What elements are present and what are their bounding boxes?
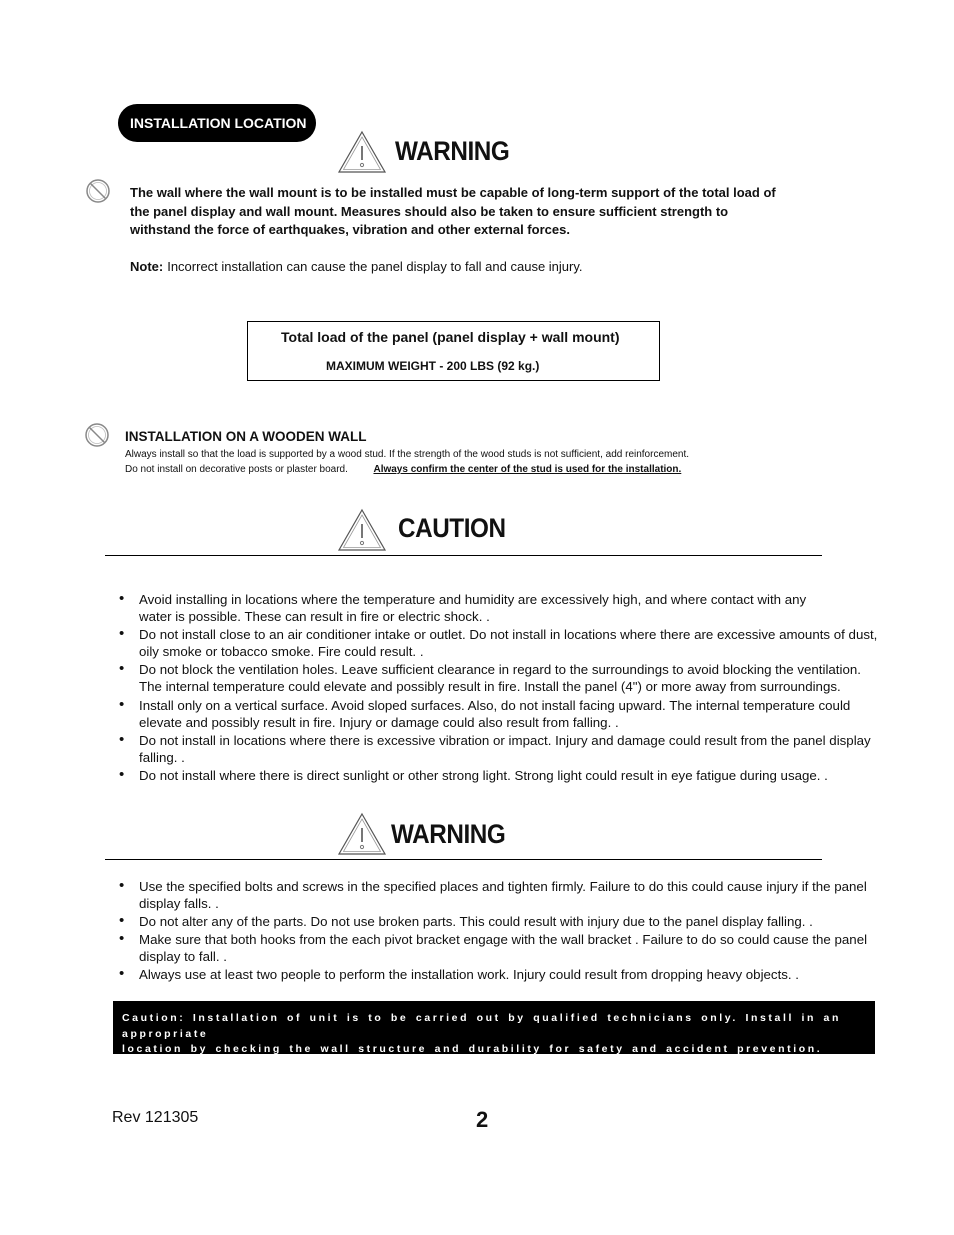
- qualified-technician-caution-bar: [113, 1001, 875, 1054]
- note-line: [130, 259, 583, 274]
- paragraph-line: withstand the force of earthquakes, vibration and other external forces.: [130, 222, 570, 237]
- warning-list: [119, 878, 879, 983]
- paragraph-line: the panel display and wall mount. Measures should also be taken to ensure sufficient strength to: [130, 203, 729, 219]
- wall-support-paragraph: [130, 184, 776, 240]
- warning-triangle-icon: [337, 812, 387, 856]
- wooden-wall-title: INSTALLATION ON A WOODEN WALL: [125, 429, 367, 444]
- prohibited-icon: [85, 178, 111, 204]
- list-item: • Use the specified bolts and screws in the specified places and tighten firmly. Failure to do this could cause injury if the panel display falls. .: [119, 878, 879, 912]
- list-item: • Do not block the ventilation holes. Leave sufficient clearance in regard to the surroundings to avoid blocking the ventilation. The internal temperature could elevate and possibly result in fire. Install the panel (4") or more away from surroundings.: [119, 661, 879, 695]
- note-label: Note:: [130, 259, 164, 274]
- list-item: • Do not install in locations where there is excessive vibration or impact. Injury and damage could result from the panel display falling. .: [119, 732, 879, 766]
- list-item: • Always use at least two people to perform the installation work. Injury could result from dropping heavy objects. .: [119, 966, 879, 983]
- list-item: • Make sure that both hooks from the each pivot bracket engage with the wall bracket . Failure to do so could cause the panel display to fall. .: [119, 931, 879, 965]
- list-item: • Install only on a vertical surface. Avoid sloped surfaces. Also, do not install facing upward. The internal temperature could elevate and possibly result in fire. Injury or damage could also result from falling. .: [119, 697, 879, 731]
- list-item: • Avoid installing in locations where the temperature and humidity are excessively high, and where contact with any water is possible. These can result in fire or electric shock. .: [119, 591, 879, 625]
- stud-center-emphasis: Always confirm the center of the stud is used for the installation.: [373, 464, 682, 475]
- caution-bar-line: Caution: Installation of unit is to be carried out by qualified technicians only. Install in an appropriate: [122, 1012, 842, 1040]
- note-text: Incorrect installation can cause the panel display to fall and cause injury.: [167, 259, 583, 274]
- warning-divider: [105, 859, 822, 860]
- list-item: • Do not alter any of the parts. Do not use broken parts. This could result with injury due to the panel display falling. .: [119, 913, 879, 930]
- caution-list: [119, 591, 879, 784]
- caution-triangle-icon: [337, 508, 387, 552]
- list-item: • Do not install close to an air conditioner intake or outlet. Do not install in locations where there are excessive amounts of dust, oily smoke or tobacco smoke. Fire could result. .: [119, 626, 879, 660]
- wooden-wall-line-2-text: Do not install on decorative posts or plaster board.: [125, 464, 348, 475]
- warning-heading-1: WARNING: [395, 136, 510, 166]
- paragraph-line: The wall where the wall mount is to be installed must be capable of long-term support of the total load of: [130, 185, 776, 200]
- warning-heading-2: WARNING: [391, 819, 506, 849]
- page-number: 2: [476, 1107, 489, 1132]
- maximum-weight: MAXIMUM WEIGHT - 200 LBS (92 kg.): [326, 359, 540, 373]
- wooden-wall-line-1: Always install so that the load is supported by a wood stud. If the strength of the wood studs is not sufficient, add reinforcement.: [125, 449, 690, 460]
- total-load-title: Total load of the panel (panel display + wall mount): [281, 329, 620, 345]
- revision-label: Rev 121305: [112, 1109, 199, 1126]
- caution-divider: [105, 555, 822, 556]
- wooden-wall-line-2: [125, 462, 689, 477]
- section-title: INSTALLATION LOCATION: [130, 115, 307, 131]
- caution-heading: CAUTION: [398, 513, 506, 543]
- list-item: • Do not install where there is direct sunlight or other strong light. Strong light could result in eye fatigue during usage. .: [119, 767, 879, 784]
- prohibited-icon: [84, 422, 110, 448]
- caution-bar-line: location by checking the wall structure and durability for safety and accident prevention.: [122, 1043, 823, 1055]
- warning-triangle-icon: [337, 130, 387, 174]
- section-title-pill: [118, 104, 316, 142]
- total-load-box: [247, 321, 660, 381]
- wooden-wall-text: [125, 447, 689, 477]
